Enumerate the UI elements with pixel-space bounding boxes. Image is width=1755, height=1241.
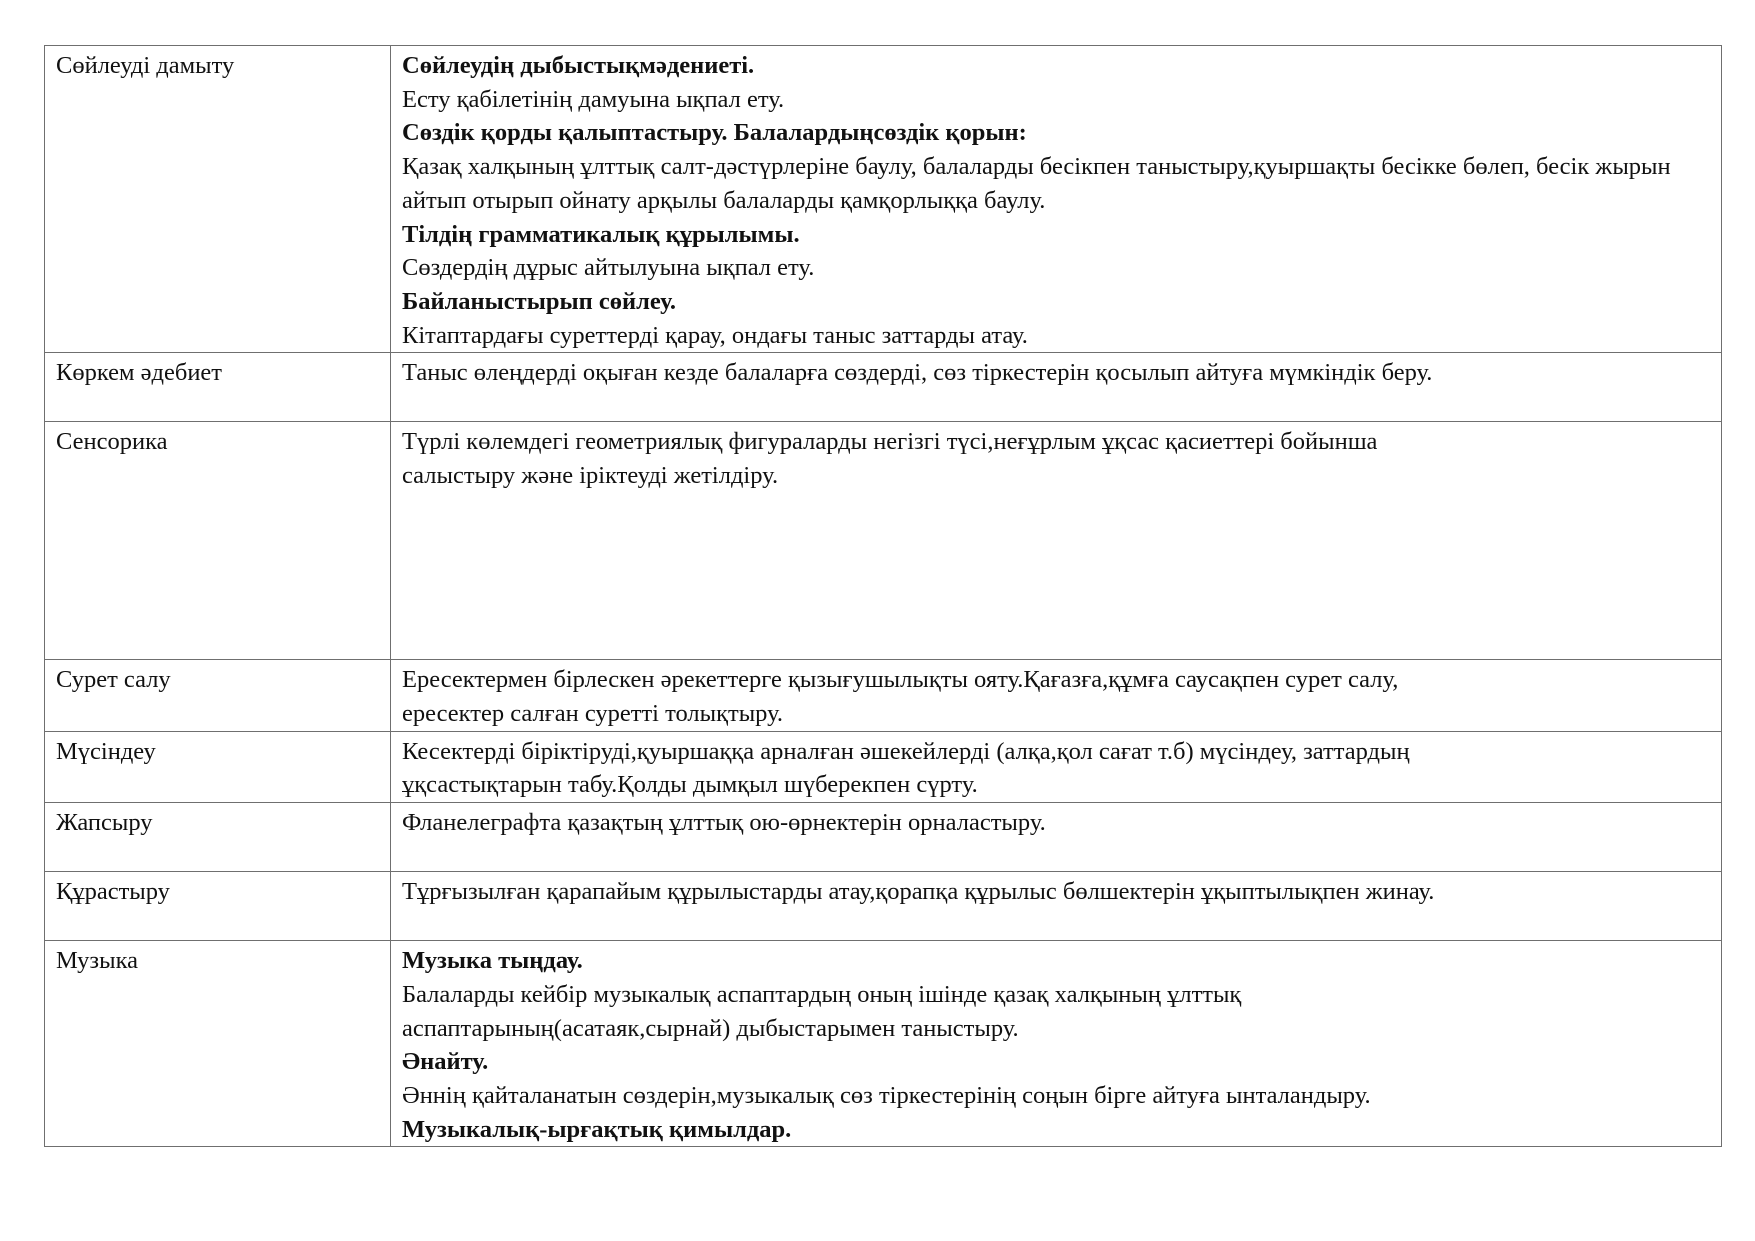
section-heading: Музыкалық-ырғақтық қимылдар. <box>402 1115 792 1143</box>
subject-label: Музыка <box>56 947 138 975</box>
table-row <box>45 941 1722 1147</box>
subject-cell <box>45 46 391 353</box>
description-text: салыстыру және іріктеуді жетілдіру. <box>402 462 779 490</box>
description-text: Ересектермен бірлескен әрекеттерге қызығушылықты ояту.Қағазға,құмға саусақпен сурет салу, <box>402 666 1399 694</box>
description-text: Фланелеграфта қазақтың ұлттық ою-өрнектерін орналастыру. <box>402 809 1046 837</box>
table-row <box>45 803 1722 872</box>
description-text: Кітаптардағы суреттерді қарау, ондағы таныс заттарды атау. <box>402 321 1028 349</box>
subject-label: Сөйлеуді дамыту <box>56 52 235 79</box>
subject-cell <box>45 353 391 422</box>
description-text: Есту қабілетінің дамуына ықпал ету. <box>402 85 785 113</box>
subject-label: Сурет салу <box>56 666 171 694</box>
description-text: Таныс өлеңдерді оқыған кезде балаларға сөздерді, сөз тіркестерін қосылып айтуға мүмкіндік беру. <box>402 359 1433 387</box>
description-cell <box>391 731 1722 802</box>
table-row <box>45 872 1722 941</box>
description-cell <box>391 803 1722 872</box>
description-text: аспаптарының(асатаяк,сырнай) дыбыстарымен таныстыру. <box>402 1014 1019 1042</box>
subject-label: Сенсорика <box>56 428 168 456</box>
section-heading: Әнайту. <box>402 1048 489 1076</box>
table-row <box>45 353 1722 422</box>
section-heading: Тілдің грамматикалық құрылымы. <box>402 220 800 248</box>
description-text: Тұрғызылған қарапайым құрылыстарды атау,қорапқа құрылыс бөлшектерін ұқыптылықпен жинау. <box>402 878 1435 906</box>
description-cell <box>391 872 1722 941</box>
description-text: Балаларды кейбір музыкалық аспаптардың оның ішінде қазақ халқының ұлттық <box>402 980 1242 1008</box>
subject-cell <box>45 872 391 941</box>
description-cell <box>391 353 1722 422</box>
description-text: ұқсастықтарын табу.Қолды дымқыл шүберекпен сүрту. <box>402 771 978 799</box>
description-cell <box>391 422 1722 660</box>
section-heading: Сөздік қорды қалыптастыру. Балалардыңсөздік қорын: <box>402 119 1027 147</box>
subject-cell <box>45 731 391 802</box>
table-row <box>45 46 1722 353</box>
description-cell <box>391 941 1722 1147</box>
subject-label: Мүсіндеу <box>56 737 156 765</box>
subject-cell <box>45 422 391 660</box>
section-heading: Байланыстырып сөйлеу. <box>402 287 677 315</box>
description-text: Қазақ халқының ұлттық салт-дәстүрлеріне баулу, балаларды бесікпен таныстыру,қуыршақты бесікке бөлеп, бесік жырын айтып отырып ойнату арқылы балаларды қамқорлыққа баулу. <box>402 153 1671 214</box>
subject-cell <box>45 941 391 1147</box>
subject-cell <box>45 803 391 872</box>
section-heading: Сөйлеудің дыбыстықмәдениеті. <box>402 52 755 79</box>
table-row <box>45 422 1722 660</box>
description-cell <box>391 46 1722 353</box>
subject-cell <box>45 660 391 731</box>
description-text: Сөздердің дұрыс айтылуына ықпал ету. <box>402 254 815 282</box>
description-text: Кесектерді біріктіруді,қуыршаққа арналған әшекейлерді (алқа,қол сағат т.б) мүсіндеу, заттардың <box>402 737 1410 765</box>
table-row <box>45 660 1722 731</box>
description-cell <box>391 660 1722 731</box>
table-row <box>45 731 1722 802</box>
description-text: ересектер салған суретті толықтыру. <box>402 700 784 728</box>
subject-label: Құрастыру <box>56 878 170 906</box>
subject-label: Көркем әдебиет <box>56 359 223 387</box>
curriculum-table-body <box>45 46 1722 1147</box>
description-text: Әннің қайталанатын сөздерін,музыкалық сөз тіркестерінің соңын бірге айтуға ынталандыру. <box>402 1081 1371 1109</box>
curriculum-table <box>44 45 1722 1147</box>
subject-label: Жапсыру <box>56 809 153 837</box>
description-text: Түрлі көлемдегі геометриялық фигураларды негізгі түсі,неғұрлым ұқсас қасиеттері бойынша <box>402 428 1378 456</box>
section-heading: Музыка тыңдау. <box>402 947 583 975</box>
